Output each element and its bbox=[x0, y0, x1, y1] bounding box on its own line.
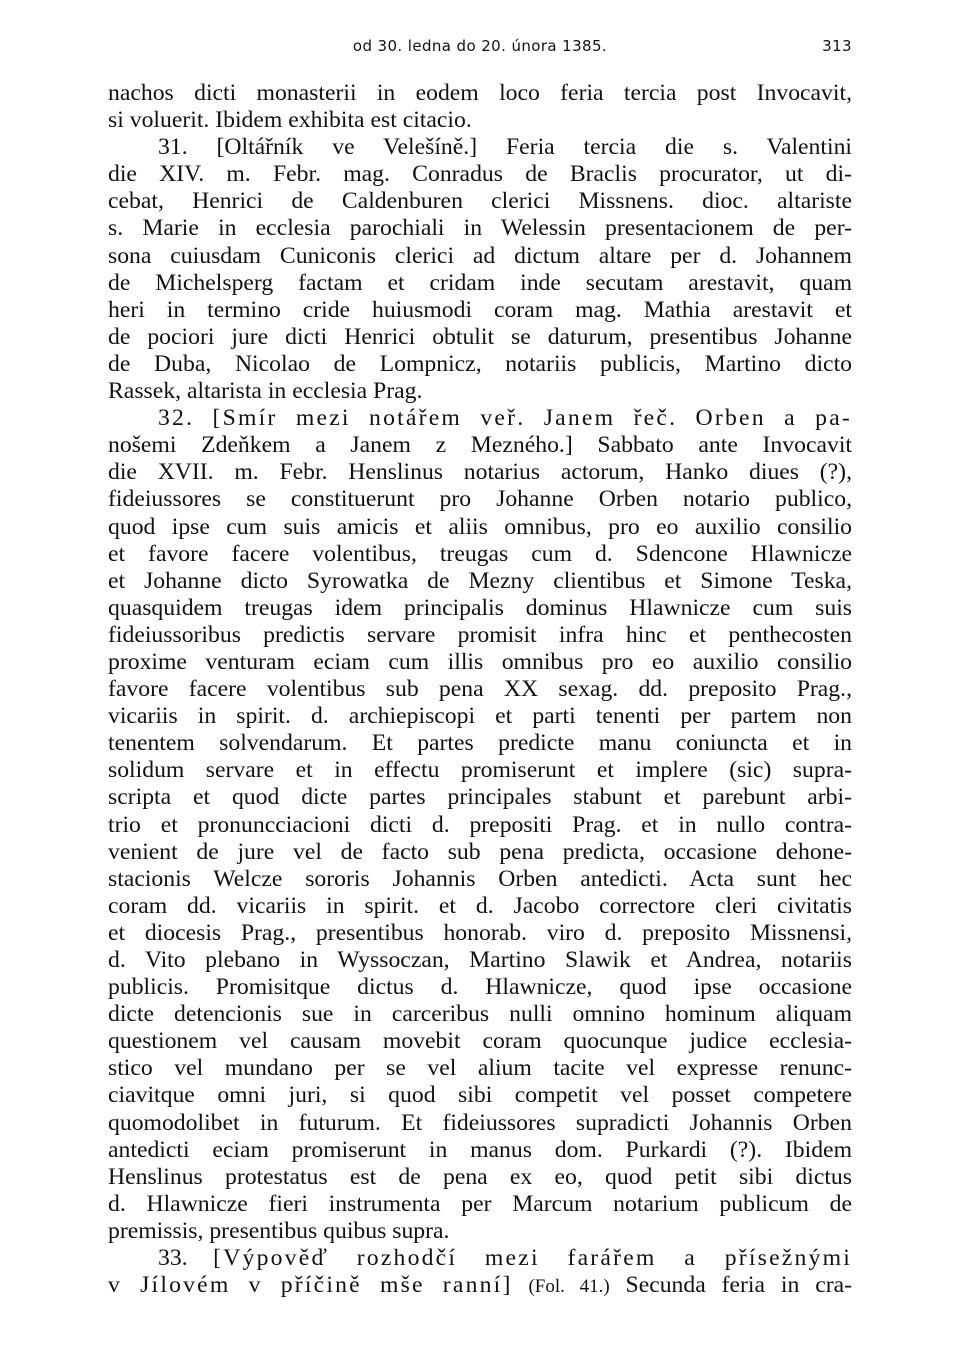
folio-reference: (Fol. 41.) bbox=[528, 1276, 610, 1298]
text-line: nachos dicti monasterii in eodem loco feria tercia post Invocavit, bbox=[108, 80, 852, 106]
text-line: questionem vel causam movebit coram quocunque judice ecclesia- bbox=[108, 1028, 852, 1055]
text-line: Rassek, altarista in ecclesia Prag. bbox=[108, 378, 423, 405]
entry-32-heading-line: nošemi Zdeňkem a Janem z Mezného.] Sabbato ante Invocavit bbox=[108, 432, 852, 459]
text-line: heri in termino cride huiusmodi coram mag. Mathia arestavit et bbox=[108, 296, 852, 323]
text-line: quomodolibet in futurum. Et fideiussores supradicti Johannis Orben bbox=[108, 1109, 852, 1136]
text-line: proxime venturam eciam cum illis omnibus pro eo auxilio consilio bbox=[108, 648, 852, 675]
text-line: trio et pronuncciacioni dicti d. prepositi Prag. et in nullo contra- bbox=[108, 811, 852, 838]
entry-32-heading-line: 32. [Smír mezi notářem veř. Janem řeč. Orben a pa- bbox=[158, 405, 852, 432]
text-line: si voluerit. Ibidem exhibita est citacio. bbox=[108, 107, 472, 134]
entry-33-heading-line bbox=[108, 1245, 852, 1272]
text-line: sona cuiusdam Cuniconis clerici ad dictum altare per d. Johannem bbox=[108, 242, 852, 269]
text-line: tenentem solvendarum. Et partes predicte manu coniuncta et in bbox=[108, 730, 852, 757]
text-line: de pociori jure dicti Henrici obtulit se daturum, presentibus Johanne bbox=[108, 323, 852, 350]
body-text bbox=[108, 80, 852, 1299]
text-line: vicariis in spirit. d. archiepiscopi et parti tenenti per partem non bbox=[108, 703, 852, 730]
text-line: de Michelsperg factam et cridam inde secutam arestavit, quam bbox=[108, 269, 852, 296]
header-title: od 30. ledna do 20. února 1385. bbox=[352, 37, 608, 55]
text-line: dicte detencionis sue in carceribus nulli omnino hominum aliquam bbox=[108, 1001, 852, 1028]
entry-33-heading: [Výpověď rozhodčí mezi farářem a přísežnými bbox=[213, 1245, 852, 1272]
text-line: stacionis Welcze sororis Johannis Orben antedicti. Acta sunt hec bbox=[108, 865, 852, 892]
text-line: coram dd. vicariis in spirit. et d. Jacobo correctore cleri civitatis bbox=[108, 892, 852, 919]
text-line: scripta et quod dicte partes principales stabunt et parebunt arbi- bbox=[108, 784, 852, 811]
text-line: et diocesis Prag., presentibus honorab. viro d. preposito Missnensi, bbox=[108, 919, 852, 946]
text-line: premissis, presentibus quibus supra. bbox=[108, 1217, 450, 1244]
text-line: die XIV. m. Febr. mag. Conradus de Braclis procurator, ut di- bbox=[108, 161, 852, 188]
text-line: d. Vito plebano in Wyssoczan, Martino Slawik et Andrea, notariis bbox=[108, 947, 852, 973]
entry-33-heading-cont: v Jílovém v příčině mše ranní] bbox=[108, 1272, 513, 1299]
entry-number: 33. bbox=[158, 1245, 214, 1272]
text-line: Henslinus protestatus est de pena ex eo, quod petit sibi dictus bbox=[108, 1163, 852, 1190]
text-line: publicis. Promisitque dictus d. Hlawnicze, quod ipse occasione bbox=[108, 974, 852, 1001]
text-line: stico vel mundano per se vel alium tacite vel expresse renunc- bbox=[108, 1055, 852, 1082]
text-line: solidum servare et in effectu promiserunt et implere (sic) supra- bbox=[108, 757, 852, 784]
entry-33-text: Secunda feria in cra- bbox=[625, 1272, 852, 1299]
text-line: et favore facere volentibus, treugas cum d. Sdencone Hlawnicze bbox=[108, 540, 852, 567]
text-line: et Johanne dicto Syrowatka de Mezny clientibus et Simone Teska, bbox=[108, 567, 852, 594]
text-line: venient de jure vel de facto sub pena predicta, occasione dehone- bbox=[108, 838, 852, 865]
text-line: quasquidem treugas idem principalis dominus Hlawnicze cum suis bbox=[108, 594, 852, 621]
text-line: antedicti eciam promiserunt in manus dom. Purkardi (?). Ibidem bbox=[108, 1136, 852, 1163]
entry-31-heading-line: 31. [Oltářník ve Velešíně.] Feria tercia die s. Valentini bbox=[158, 134, 852, 161]
text-line: fideiussoribus predictis servare promisit infra hinc et penthecosten bbox=[108, 621, 852, 648]
text-line: fideiussores se constituerunt pro Johanne Orben notario publico, bbox=[108, 486, 852, 513]
text-line: favore facere volentibus sub pena XX sexag. dd. preposito Prag., bbox=[108, 676, 852, 703]
text-line: ciavitque omni juri, si quod sibi competit vel posset competere bbox=[108, 1082, 852, 1109]
text-line: de Duba, Nicolao de Lompnicz, notariis publicis, Martino dicto bbox=[108, 350, 852, 377]
text-line: quod ipse cum suis amicis et aliis omnibus, pro eo auxilio consilio bbox=[108, 513, 852, 540]
text-line: cebat, Henrici de Caldenburen clerici Missnens. dioc. altariste bbox=[108, 188, 852, 215]
text-line: d. Hlawnicze fieri instrumenta per Marcum notarium publicum de bbox=[108, 1190, 852, 1217]
text-line: s. Marie in ecclesia parochiali in Welessin presentacionem de per- bbox=[108, 215, 852, 242]
text-line: die XVII. m. Febr. Henslinus notarius actorum, Hanko diues (?), bbox=[108, 459, 852, 486]
entry-33-heading-line bbox=[108, 1272, 852, 1299]
page-number: 313 bbox=[822, 37, 852, 55]
running-head bbox=[108, 37, 852, 61]
